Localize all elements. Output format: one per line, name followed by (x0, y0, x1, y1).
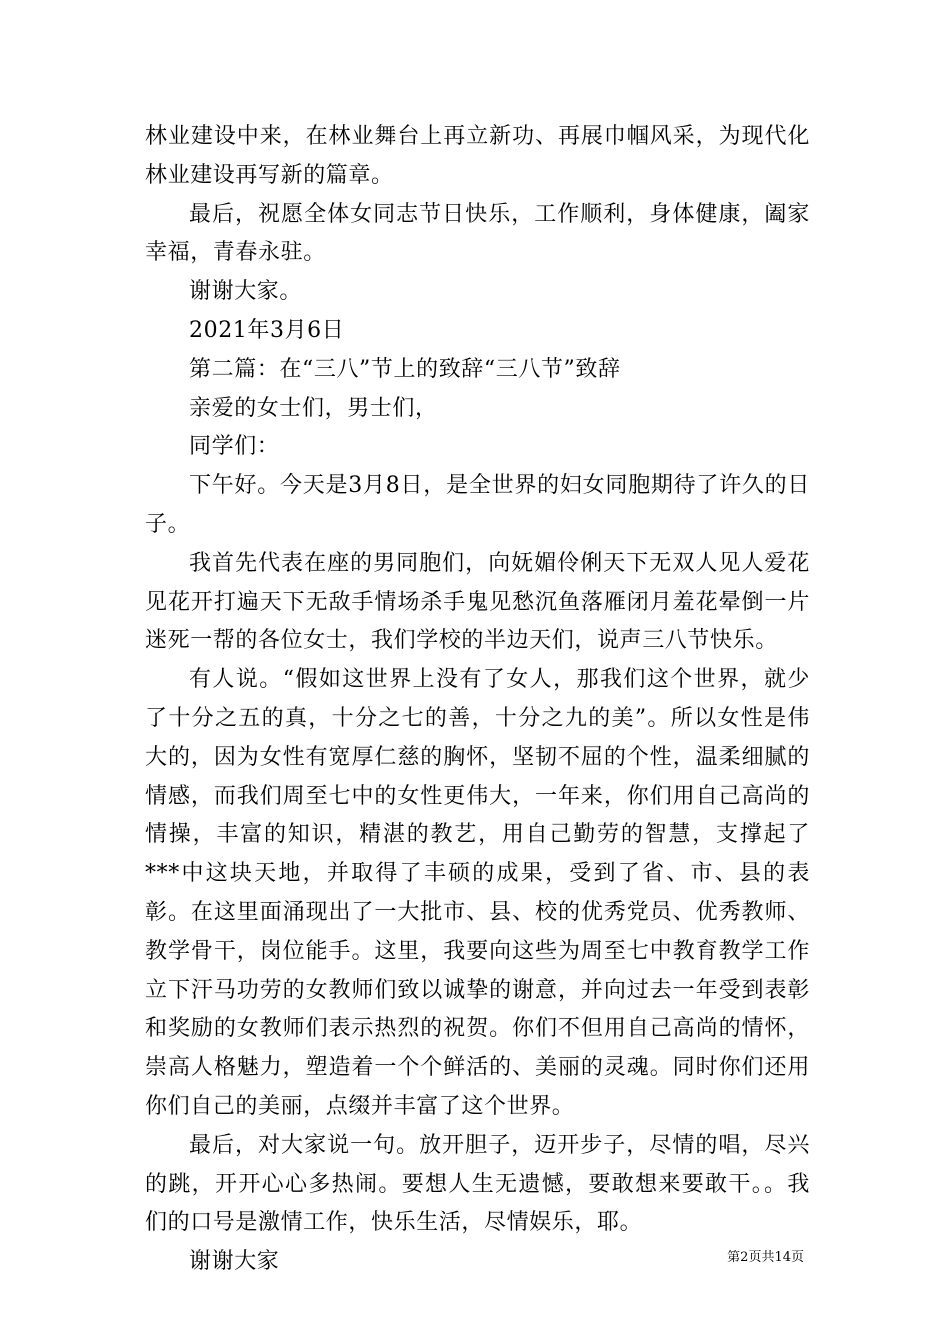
paragraph-date: 2021年3月6日 (189, 317, 345, 343)
paragraph-closing-wishes: 最后，祝愿全体女同志节日快乐，工作顺利，身体健康，阖家幸福，青春永驻。 (145, 201, 810, 266)
paragraph-final-words: 最后，对大家说一句。放开胆子，迈开步子，尽情的唱，尽兴的跳，开开心心多热闹。要想人生无遗憾，要敢想来要敢干。。我们的口号是激情工作，快乐生活，尽情娱乐，耶。 (145, 1132, 810, 1236)
paragraph-tribute: 我首先代表在座的男同胞们，向妩媚伶俐天下无双人见人爱花见花开打遍天下无敌手情场杀手鬼见愁沉鱼落雁闭月羞花晕倒一片迷死一帮的各位女士，我们学校的半边天们，说声三八节快乐。 (145, 550, 810, 654)
page-number-footer: 第2页共14页 (727, 1250, 804, 1265)
paragraph-salutation: 亲爱的女士们，男士们， (189, 395, 438, 421)
paragraph-greeting: 下午好。今天是3月8日，是全世界的妇女同胞期待了许久的日子。 (145, 473, 810, 537)
paragraph-final-thanks: 谢谢大家 (189, 1249, 280, 1275)
paragraph-thanks: 谢谢大家。 (189, 279, 303, 305)
body-text (145, 118, 810, 1282)
paragraph-continuation: 林业建设中来，在林业舞台上再立新功、再展巾帼风采，为现代化林业建设再写新的篇章。 (145, 124, 810, 188)
paragraph-main-body: 有人说。“假如这世界上没有了女人，那我们这个世界，就少了十分之五的真，十分之七的善，十分之九的美”。所以女性是伟大的，因为女性有宽厚仁慈的胸怀，坚韧不屈的个性，温柔细腻的情感，而我们周至七中的女性更伟大，一年来，你们用自己高尚的情操，丰富的知识，精湛的教艺，用自己勤劳的智慧，支撑起了***中这块天地，并取得了丰硕的成果，受到了省、市、县的表彰。在这里面涌现出了一大批市、县、校的优秀党员、优秀教师、教学骨干，岗位能手。这里，我要向这些为周至七中教育教学工作立下汗马功劳的女教师们致以诚挚的谢意，并向过去一年受到表彰和奖励的女教师们表示热烈的祝贺。你们不但用自己高尚的情怀，崇高人格魅力，塑造着一个个鲜活的、美丽的灵魂。同时你们还用你们自己的美丽，点缀并丰富了这个世界。 (145, 667, 810, 1119)
section-heading: 第二篇：在“三八”节上的致辞“三八节”致辞 (189, 356, 621, 382)
paragraph-salutation-students: 同学们： (189, 434, 280, 460)
